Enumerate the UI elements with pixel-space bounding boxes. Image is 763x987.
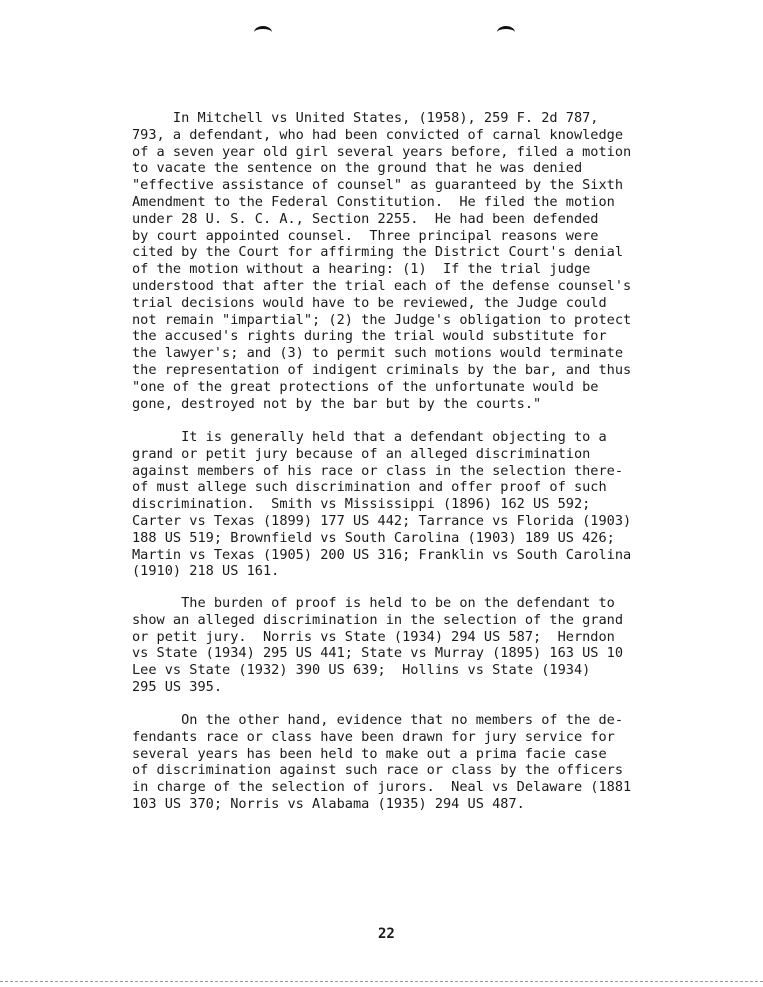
text-line: or petit jury. Norris vs State (1934) 294 US 587; Herndon bbox=[132, 628, 615, 645]
text-line: "effective assistance of counsel" as guaranteed by the Sixth bbox=[132, 177, 624, 194]
text-line: show an alleged discrimination in the selection of the grand bbox=[132, 611, 624, 628]
text-line: not remain "impartial"; (2) the Judge's obligation to protect bbox=[132, 311, 632, 328]
text-line: 103 US 370; Norris vs Alabama (1935) 294 US 487. bbox=[132, 795, 525, 812]
punch-mark-right bbox=[497, 26, 515, 39]
text-line: 188 US 519; Brownfield vs South Carolina (1903) 189 US 426; bbox=[132, 529, 615, 546]
text-line: the lawyer's; and (3) to permit such motions would terminate bbox=[132, 345, 624, 362]
text-line: On the other hand, evidence that no members of the de- bbox=[132, 712, 624, 728]
text-line: the representation of indigent criminals by the bar, and thus bbox=[132, 361, 632, 378]
page-number: 22 bbox=[378, 926, 395, 942]
text-line: Lee vs State (1932) 390 US 639; Hollins vs State (1934) bbox=[132, 662, 591, 679]
text-line: Carter vs Texas (1899) 177 US 442; Tarrance vs Florida (1903) bbox=[132, 512, 632, 529]
paragraph-mitchell bbox=[132, 110, 688, 412]
text-line: several years has been held to make out a prima facie case bbox=[132, 745, 607, 762]
text-line: of the motion without a hearing: (1) If the trial judge bbox=[132, 261, 591, 278]
scan-edge-line bbox=[0, 981, 763, 984]
punch-mark-left bbox=[254, 26, 272, 39]
text-line: to vacate the sentence on the ground that he was denied bbox=[132, 160, 583, 177]
text-line: of must allege such discrimination and offer proof of such bbox=[132, 479, 607, 496]
paragraph-prima-facie bbox=[132, 712, 688, 813]
paragraph-burden-of-proof bbox=[132, 595, 688, 696]
text-line: of a seven year old girl several years before, filed a motion bbox=[132, 143, 632, 160]
text-line: cited by the Court for affirming the District Court's denial bbox=[132, 244, 624, 261]
text-line: discrimination. Smith vs Mississippi (1896) 162 US 592; bbox=[132, 496, 591, 513]
text-line: by court appointed counsel. Three principal reasons were bbox=[132, 227, 599, 244]
text-line: fendants race or class have been drawn for jury service for bbox=[132, 728, 615, 745]
text-line: Martin vs Texas (1905) 200 US 316; Franklin vs South Carolina bbox=[132, 546, 632, 563]
text-line: The burden of proof is held to be on the defendant to bbox=[132, 595, 615, 611]
text-line: gone, destroyed not by the bar but by the courts." bbox=[132, 395, 542, 412]
text-line: vs State (1934) 295 US 441; State vs Murray (1895) 163 US 10 bbox=[132, 645, 624, 662]
text-line: In Mitchell vs United States, (1958), 259 F. 2d 787, bbox=[132, 110, 599, 126]
text-line: under 28 U. S. C. A., Section 2255. He had been defended bbox=[132, 210, 599, 227]
paragraph-jury-discrimination bbox=[132, 429, 688, 580]
text-line: the accused's rights during the trial would substitute for bbox=[132, 328, 607, 345]
text-line: understood that after the trial each of the defense counsel's bbox=[132, 277, 632, 294]
text-line: It is generally held that a defendant objecting to a bbox=[132, 429, 607, 445]
text-line: in charge of the selection of jurors. Neal vs Delaware (1881 bbox=[132, 779, 632, 796]
text-line: against members of his race or class in the selection there- bbox=[132, 462, 624, 479]
text-line: grand or petit jury because of an alleged discrimination bbox=[132, 445, 591, 462]
text-line: 793, a defendant, who had been convicted of carnal knowledge bbox=[132, 126, 624, 143]
text-line: 295 US 395. bbox=[132, 678, 223, 695]
text-line: "one of the great protections of the unfortunate would be bbox=[132, 378, 599, 395]
text-line: (1910) 218 US 161. bbox=[132, 563, 280, 580]
text-line: Amendment to the Federal Constitution. He filed the motion bbox=[132, 193, 615, 210]
text-line: of discrimination against such race or class by the officers bbox=[132, 762, 624, 779]
text-line: trial decisions would have to be reviewed, the Judge could bbox=[132, 294, 607, 311]
